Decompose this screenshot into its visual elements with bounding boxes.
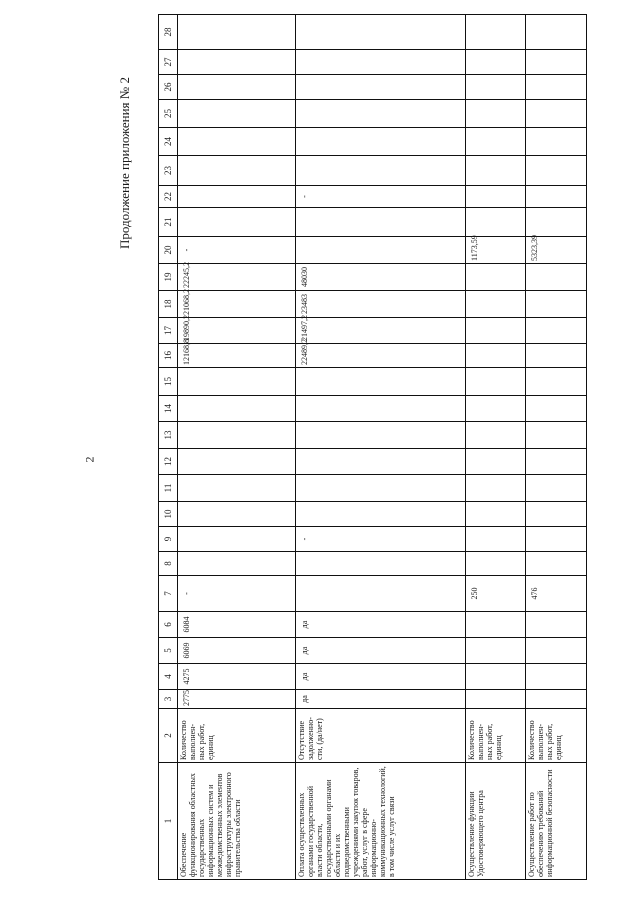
column-number-header: 1 [159, 763, 178, 880]
column-number-header: 13 [159, 422, 178, 449]
value-cell [466, 318, 526, 344]
value-cell [466, 291, 526, 318]
value-cell [296, 100, 466, 128]
value-cell: 19890,2 [178, 318, 296, 344]
table-row [296, 15, 466, 880]
value-cell [296, 502, 466, 527]
value-cell [466, 638, 526, 664]
column-number-header: 24 [159, 128, 178, 156]
value-cell [296, 422, 466, 449]
column-number-header: 15 [159, 368, 178, 396]
value-cell: да [296, 638, 466, 664]
table-row [526, 15, 587, 880]
value-cell [466, 422, 526, 449]
value-cell [296, 475, 466, 502]
value-cell [178, 186, 296, 208]
value-cell: 1173,59 [466, 237, 526, 264]
column-number-header: 10 [159, 502, 178, 527]
value-cell: - [178, 576, 296, 612]
value-cell [296, 156, 466, 186]
data-table [158, 14, 587, 880]
column-number-header: 12 [159, 449, 178, 475]
value-cell [466, 128, 526, 156]
value-cell [296, 552, 466, 576]
value-cell [526, 344, 587, 368]
indicator-cell: Количество выполнен-ных работ, единиц [526, 709, 587, 763]
column-number-header: 8 [159, 552, 178, 576]
column-number-header: 16 [159, 344, 178, 368]
value-cell: 5323,39 [526, 237, 587, 264]
value-cell [296, 75, 466, 100]
value-cell [178, 396, 296, 422]
column-number-header: 18 [159, 291, 178, 318]
value-cell [178, 75, 296, 100]
value-cell [178, 50, 296, 75]
value-cell [296, 449, 466, 475]
value-cell [466, 368, 526, 396]
value-cell [466, 156, 526, 186]
value-cell [178, 128, 296, 156]
activity-name-cell: Осуществление функции Удостоверяющего центра [466, 763, 526, 880]
value-cell [466, 502, 526, 527]
page-title: Продолжение приложения № 2 [117, 77, 132, 249]
value-cell [526, 396, 587, 422]
column-number-header: 3 [159, 690, 178, 709]
column-number-header: 2 [159, 709, 178, 763]
value-cell [526, 50, 587, 75]
indicator-cell: Количество выполнен-ных работ, единиц [178, 709, 296, 763]
value-cell [526, 264, 587, 291]
value-cell: 23483 [296, 291, 466, 318]
value-cell [466, 50, 526, 75]
value-cell [296, 396, 466, 422]
value-cell: 476 [526, 576, 587, 612]
value-cell: 2775 [178, 690, 296, 709]
value-cell [526, 318, 587, 344]
page-number: 2 [82, 456, 97, 463]
value-cell: 22489,2 [296, 344, 466, 368]
data-table-area [158, 27, 583, 880]
value-cell: 6069 [178, 638, 296, 664]
value-cell: 21068,2 [178, 291, 296, 318]
value-cell [526, 128, 587, 156]
value-cell [466, 396, 526, 422]
value-cell [296, 576, 466, 612]
value-cell: - [296, 527, 466, 552]
value-cell [466, 100, 526, 128]
value-cell [466, 449, 526, 475]
value-cell [466, 664, 526, 690]
value-cell [526, 638, 587, 664]
value-cell [526, 75, 587, 100]
value-cell [466, 690, 526, 709]
value-cell [466, 475, 526, 502]
indicator-cell: Количество выполнен-ных работ, единиц [466, 709, 526, 763]
value-cell: 21497,2 [296, 318, 466, 344]
value-cell [526, 15, 587, 50]
value-cell [178, 552, 296, 576]
value-cell [526, 186, 587, 208]
activity-name-cell: Обеспечение функционирования областных государственных информационных систем и межведомственных элементов инфраструктуры электронного правительства области [178, 763, 296, 880]
value-cell [178, 527, 296, 552]
table-row [178, 15, 296, 880]
value-cell: - [296, 186, 466, 208]
value-cell [178, 475, 296, 502]
value-cell [178, 368, 296, 396]
value-cell [178, 502, 296, 527]
column-number-header: 27 [159, 50, 178, 75]
value-cell [296, 50, 466, 75]
value-cell [526, 208, 587, 237]
value-cell [296, 237, 466, 264]
value-cell [526, 422, 587, 449]
value-cell [466, 264, 526, 291]
column-number-header: 28 [159, 15, 178, 50]
column-number-header: 17 [159, 318, 178, 344]
value-cell [526, 690, 587, 709]
value-cell [178, 156, 296, 186]
column-number-header: 21 [159, 208, 178, 237]
column-number-header: 6 [159, 612, 178, 638]
value-cell [296, 128, 466, 156]
value-cell [526, 527, 587, 552]
activity-name-cell: Оплата осуществленных органами государственной власти области, государственными органами области и их подведомственными учреждениями закупок товаров, работ, услуг в сфере информационно-коммуникационных технологий, в том числе услуг связи [296, 763, 466, 880]
column-number-header: 23 [159, 156, 178, 186]
value-cell: 12168,8 [178, 344, 296, 368]
value-cell [296, 208, 466, 237]
value-cell [526, 612, 587, 638]
value-cell [178, 422, 296, 449]
value-cell [526, 291, 587, 318]
value-cell [526, 552, 587, 576]
column-number-header: 22 [159, 186, 178, 208]
value-cell [526, 664, 587, 690]
value-cell [526, 100, 587, 128]
value-cell [466, 75, 526, 100]
column-number-header: 25 [159, 100, 178, 128]
column-number-header: 20 [159, 237, 178, 264]
indicator-cell: Отсутствие задолженно-сти, (да/нет) [296, 709, 466, 763]
column-number-header: 5 [159, 638, 178, 664]
value-cell [526, 368, 587, 396]
value-cell [466, 208, 526, 237]
value-cell [178, 15, 296, 50]
value-cell [296, 368, 466, 396]
value-cell: да [296, 690, 466, 709]
rotated-table-wrapper [158, 27, 583, 880]
value-cell: 250 [466, 576, 526, 612]
column-number-header: 11 [159, 475, 178, 502]
activity-name-cell: Осуществление работ по обеспечению требований информационной безопасности [526, 763, 587, 880]
value-cell [466, 527, 526, 552]
value-cell [466, 15, 526, 50]
value-cell: да [296, 612, 466, 638]
value-cell [178, 208, 296, 237]
value-cell [466, 186, 526, 208]
header-row [159, 15, 178, 880]
table-row [466, 15, 526, 880]
value-cell: да [296, 664, 466, 690]
column-number-header: 4 [159, 664, 178, 690]
column-number-header: 19 [159, 264, 178, 291]
column-number-header: 9 [159, 527, 178, 552]
value-cell [526, 449, 587, 475]
value-cell [178, 100, 296, 128]
value-cell: 22245,2 [178, 264, 296, 291]
value-cell [526, 475, 587, 502]
value-cell: 4275 [178, 664, 296, 690]
value-cell [178, 449, 296, 475]
value-cell [466, 344, 526, 368]
value-cell: 6084 [178, 612, 296, 638]
value-cell [296, 15, 466, 50]
value-cell [466, 552, 526, 576]
column-number-header: 26 [159, 75, 178, 100]
value-cell [526, 502, 587, 527]
value-cell [466, 612, 526, 638]
value-cell [526, 156, 587, 186]
column-number-header: 14 [159, 396, 178, 422]
value-cell: 48030 [296, 264, 466, 291]
value-cell: - [178, 237, 296, 264]
table-body [159, 15, 587, 880]
column-number-header: 7 [159, 576, 178, 612]
